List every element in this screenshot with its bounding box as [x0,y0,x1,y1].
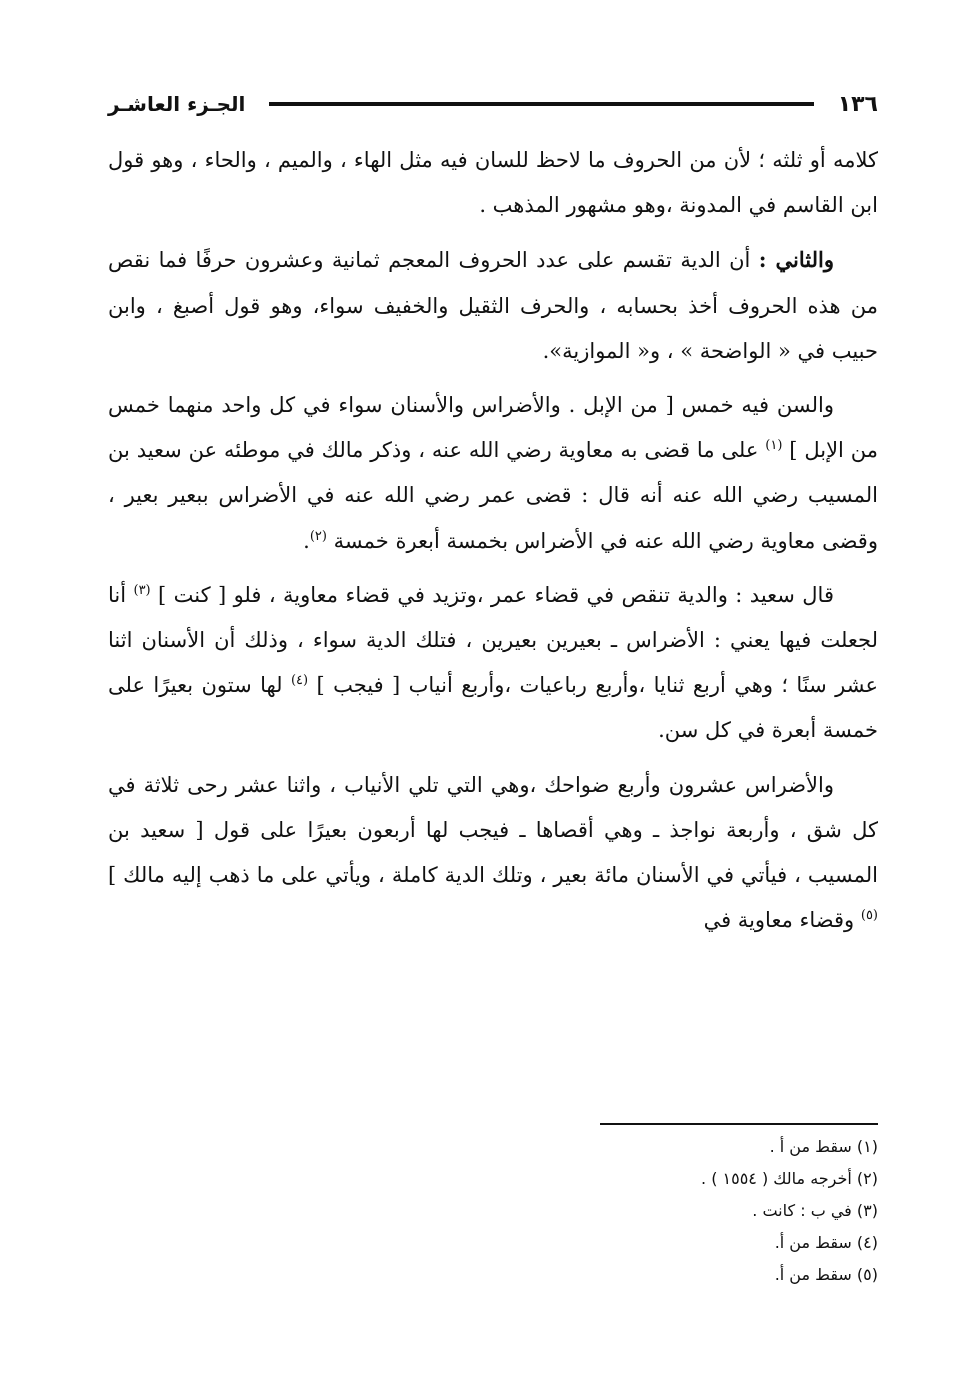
paragraph-1 [108,138,878,228]
paragraph-lead: والثاني : [758,247,834,273]
paragraph-3 [108,383,878,564]
footnote-ref-3[interactable]: (٣) [133,582,151,598]
footnote-2: (٢) أخرجه مالك ( ١٥٥٤ ) . [701,1169,878,1188]
footnote-1: (١) سقط من أ . [769,1137,878,1156]
page-number: ١٣٦ [837,91,878,117]
paragraph-text: . [303,528,310,553]
paragraph-text: وقضاء معاوية في [703,908,861,933]
paragraph-2 [108,237,878,374]
footnote-ref-4[interactable]: (٤) [290,673,309,689]
footnote-5: (٥) سقط من أ. [774,1265,878,1284]
paragraph-text: على ما قضى به معاوية رضي الله عنه ، وذكر مالك في موطئه عن سعيد بن المسيب رضي الله عنه أنه قال : قضى عمر رضي الله عنه في الأضراس ببعير بعير ، وقضى معاوية رضي الله عنه في الأضراس بخمسة أبعرة خمسة [108,438,878,553]
footnote-4: (٤) سقط من أ. [774,1233,878,1252]
paragraph-text: كلامه أو ثلثه ؛ لأن من الحروف ما لاحظ للسان فيه مثل الهاء ، والميم ، والحاء ، وهو قول ابن القاسم في المدونة ،وهو مشهور المذهب . [108,148,878,218]
main-text [108,138,878,952]
paragraph-text: والأضراس عشرون وأربع ضواحك ،وهي التي تلي الأنياب ، واثنا عشر رحى ثلاثة في كل شق ، وأربعة نواجذ ـ وهي أقصاها ـ فيجب لها أربعون بعيرًا على قول [ سعيد بن المسيب ، فيأتي في الأسنان مائة بعير ، وتلك الدية كاملة ، ويأتي على ما ذهب إليه مالك ] [108,772,878,888]
paragraph-text: والسن فيه خمس [ من الإبل . والأضراس والأسنان سواء في كل واحد منهما خمس من الإبل ] [108,393,878,463]
paragraph-text: أنا لجعلت فيها يعني : الأضراس ـ بعيرين بعيرين ، فتلك الدية سواء ، وذلك أن الأسنان اثنا عشر سنًا ؛ وهي أربع ثنايا ،وأربع رباعيات ،وأربع أنياب [ فيجب ] [108,582,878,698]
footnote-3: (٣) في ب : كانت . [752,1201,878,1220]
paragraph-5 [108,763,878,944]
paragraph-text: أن الدية تقسم على عدد الحروف المعجم ثمانية وعشرون حرفًا فما نقص من هذه الحروف أخذ بحسابه ، والحرف الثقيل والخفيف سواء، وهو قول أصبغ ، وابن حبيب في « الواضحة » ، و« الموازية». [108,248,878,363]
footnote-separator [600,1123,878,1125]
header-rule [269,102,813,106]
paragraph-4 [108,573,878,754]
footnote-ref-5[interactable]: (٥) [860,908,878,924]
running-header [108,84,878,124]
paragraph-text: لها ستون بعيرًا على خمسة أبعرة في كل سن. [108,673,878,743]
footnote-ref-1[interactable]: (١) [765,438,783,454]
paragraph-text: قال سعيد : والدية تنقص في قضاء عمر ،وتزيد في قضاء معاوية ، فلو [ كنت ] [158,582,834,607]
footnotes [108,1131,878,1291]
part-title: الجـزء العاشـر [108,92,246,116]
footnote-ref-2[interactable]: (٢) [309,528,327,544]
